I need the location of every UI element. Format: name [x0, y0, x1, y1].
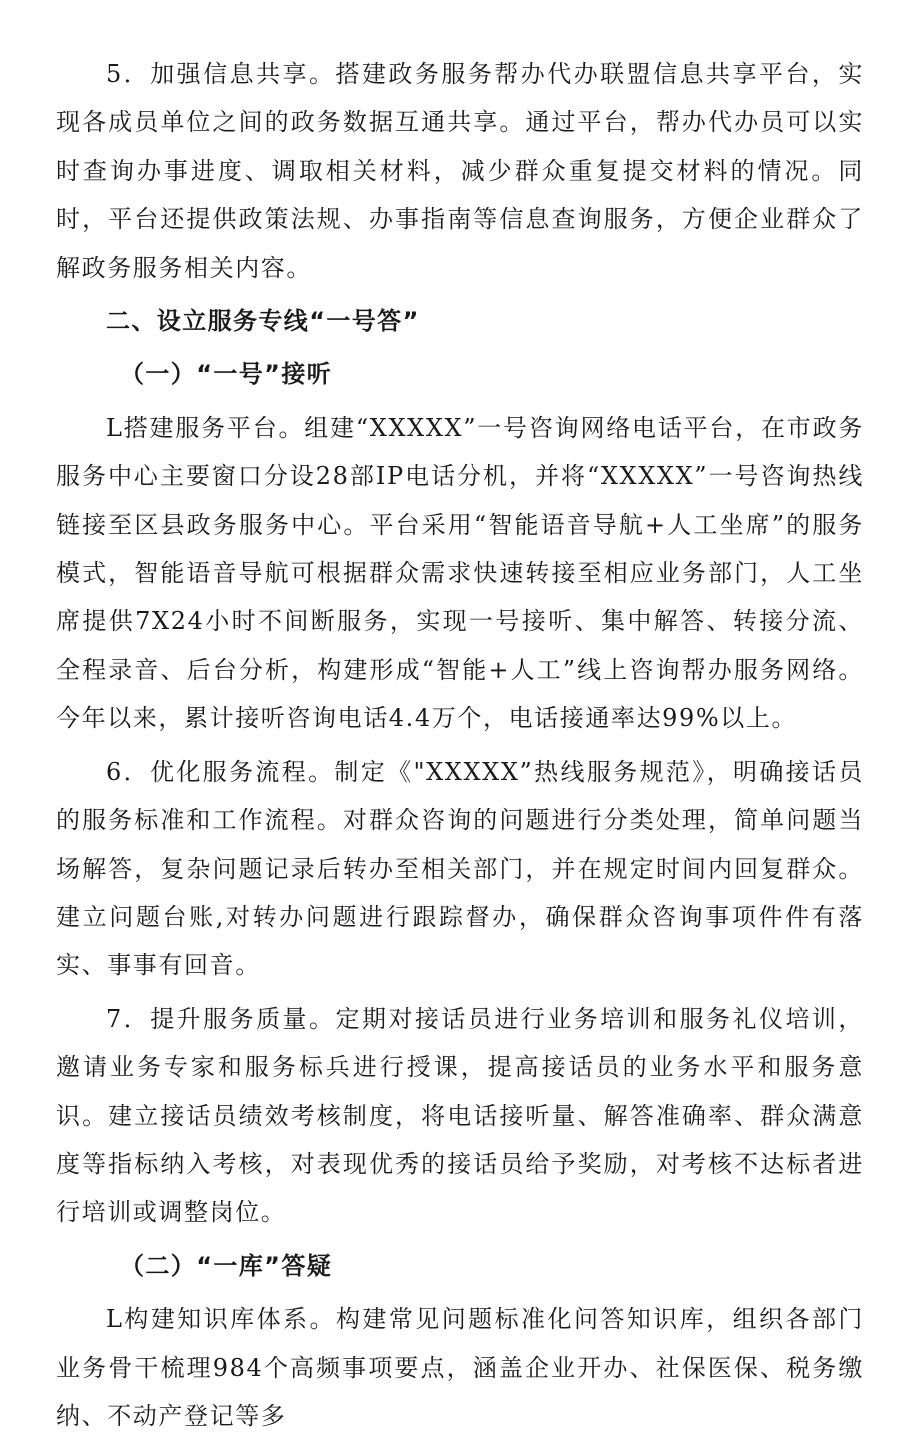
subsection-heading-knowledge-base: （二）“一库”答疑: [120, 1251, 333, 1280]
paragraph-optimize-process: 6．优化服务流程。制定《"XXXXX”热线服务规范》，明确接话员的服务标准和工作流程。对群众咨询的问题进行分类处理，简单问题当场解答，复杂问题记录后转办至相关部门，并在规定时间内回复群众。建立问题台账,对转办问题进行跟踪督办，确保群众咨询事项件件有落实、事事有回音。: [56, 757, 864, 980]
section-heading-hotline: 二、设立服务专线“一号答”: [106, 307, 420, 336]
paragraph-service-platform: L搭建服务平台。组建“XXXXX”一号咨询网络电话平台，在市政务服务中心主要窗口分设28部IP电话分机，并将“XXXXX”一号咨询热线链接至区县政务服务中心。平台采用“智能语音导航+人工坐席”的服务模式，智能语音导航可根据群众需求快速转接至相应业务部门，人工坐席提供7X24小时不间断服务，实现一号接听、集中解答、转接分流、全程录音、后台分析，构建形成“智能+人工”线上咨询帮办服务网络。今年以来，累计接听咨询电话4.4万个，电话接通率达99%以上。: [56, 413, 864, 733]
paragraph-knowledge-base: L构建知识库体系。构建常见问题标准化问答知识库，组织各部门业务骨干梳理984个高频事项要点，涵盖企业开办、社保医保、税务缴纳、不动产登记等多: [56, 1305, 864, 1430]
subsection-heading-one-number: （一）“一号”接听: [120, 360, 333, 389]
paragraph-improve-quality: 7．提升服务质量。定期对接话员进行业务培训和服务礼仪培训，邀请业务专家和服务标兵进行授课，提高接话员的业务水平和服务意识。建立接话员绩效考核制度，将电话接听量、解答准确率、群众满意度等指标纳入考核，对表现优秀的接话员给予奖励，对考核不达标者进行培训或调整岗位。: [56, 1004, 864, 1227]
paragraph-information-sharing: 5．加强信息共享。搭建政务服务帮办代办联盟信息共享平台，实现各成员单位之间的政务数据互通共享。通过平台，帮办代办员可以实时查询办事进度、调取相关材料，减少群众重复提交材料的情况。同时，平台还提供政策法规、办事指南等信息查询服务，方便企业群众了解政务服务相关内容。: [56, 60, 864, 282]
